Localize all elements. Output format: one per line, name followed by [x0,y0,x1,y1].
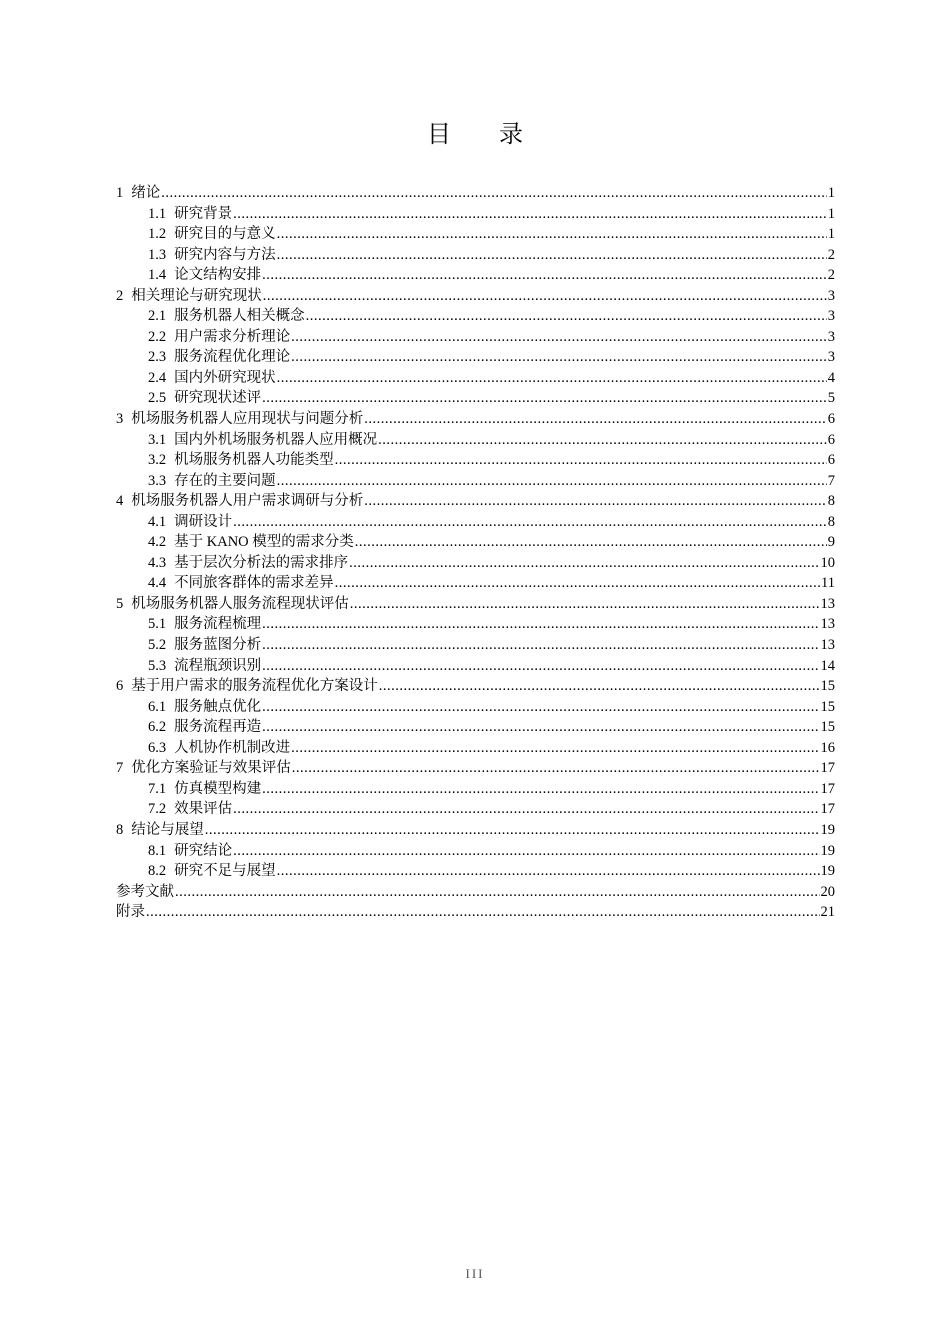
toc-dot-leader [233,841,819,862]
toc-entry-number: 2.2 [148,328,167,345]
toc-entry-number: 5.2 [148,637,167,654]
toc-entry-label: 用户需求分析理论 [174,328,291,345]
toc-dot-leader [262,388,827,409]
toc-entry-number: 1.4 [148,267,167,284]
toc-entry-page: 5 [827,390,835,407]
toc-entry-page: 3 [827,308,835,325]
toc-entry[interactable] [116,882,835,903]
page-number-footer: III [465,1266,485,1281]
toc-entry-label: 不同旅客群体的需求差异 [174,575,334,592]
toc-entry-label: 服务流程再造 [174,719,262,736]
toc-entry-label: 研究背景 [174,205,233,222]
toc-dot-leader [233,512,827,533]
toc-entry-page: 7 [827,472,835,489]
toc-entry-label: 相关理论与研究现状 [131,287,262,304]
toc-entry-page: 14 [820,657,835,674]
toc-dot-leader [205,820,820,841]
toc-dot-leader [349,553,819,574]
toc-entry-number: 2.3 [148,349,167,366]
toc-entry-number: 7.2 [148,801,167,818]
toc-dot-leader [262,656,819,677]
toc-entry-label: 附录 [116,904,145,921]
toc-dot-leader [364,491,827,512]
toc-entry-label: 机场服务机器人功能类型 [174,452,334,469]
toc-entry-number: 2 [116,287,124,304]
toc-dot-leader [277,368,827,389]
toc-entry[interactable] [116,388,835,409]
toc-entry-label: 研究内容与方法 [174,246,276,263]
toc-entry-label: 研究现状述评 [174,390,262,407]
toc-dot-leader [262,635,819,656]
toc-entry[interactable] [116,861,835,882]
toc-entry-label: 流程瓶颈识别 [174,657,262,674]
toc-dot-leader [379,676,820,697]
page-title: 目录 [427,120,571,148]
toc-entry[interactable] [116,286,835,307]
toc-entry-page: 13 [820,616,835,633]
toc-entry-number: 4 [116,493,124,510]
toc-entry-label: 效果评估 [174,801,233,818]
toc-entry-page: 20 [820,883,835,900]
toc-entry-number: 1.2 [148,226,167,243]
toc-entry-page: 17 [820,780,835,797]
toc-entry[interactable] [116,676,835,697]
toc-entry[interactable] [116,409,835,430]
toc-entry-number: 6.3 [148,739,167,756]
toc-entry-number: 8.1 [148,842,167,859]
toc-entry-label: 基于用户需求的服务流程优化方案设计 [131,678,378,695]
toc-entry[interactable] [116,820,835,841]
toc-dot-leader [335,450,827,471]
toc-entry[interactable] [116,738,835,759]
table-of-contents [116,183,835,923]
toc-entry-page: 13 [820,595,835,612]
toc-entry[interactable] [116,450,835,471]
toc-entry[interactable] [116,430,835,451]
toc-entry-number: 3.1 [148,431,167,448]
toc-entry-label: 研究目的与意义 [174,226,276,243]
toc-dot-leader [350,594,820,615]
toc-entry-number: 7.1 [148,780,167,797]
toc-entry-number: 7 [116,760,124,777]
toc-entry-number: 1.3 [148,246,167,263]
toc-entry-number: 5 [116,595,124,612]
toc-entry-number: 2.4 [148,369,167,386]
toc-dot-leader [277,471,827,492]
toc-entry[interactable] [116,265,835,286]
toc-entry[interactable] [116,471,835,492]
toc-entry-page: 10 [820,554,835,571]
toc-entry[interactable] [116,758,835,779]
toc-entry-label: 机场服务机器人应用现状与问题分析 [131,411,364,428]
toc-entry[interactable] [116,491,835,512]
toc-entry[interactable] [116,697,835,718]
toc-entry-number: 4.2 [148,534,167,551]
toc-entry[interactable] [116,245,835,266]
toc-entry-number: 6.1 [148,698,167,715]
toc-dot-leader [262,779,819,800]
toc-entry[interactable] [116,614,835,635]
toc-entry-label: 仿真模型构建 [174,780,262,797]
toc-entry[interactable] [116,347,835,368]
toc-entry-page: 19 [820,821,835,838]
toc-entry[interactable] [116,594,835,615]
toc-entry-page: 15 [820,678,835,695]
toc-dot-leader [146,902,820,923]
toc-entry-page: 21 [820,904,835,921]
toc-entry-page: 6 [827,431,835,448]
toc-entry[interactable] [116,799,835,820]
toc-entry-number: 5.1 [148,616,167,633]
toc-entry-page: 6 [827,411,835,428]
toc-entry-number: 4.4 [148,575,167,592]
toc-dot-leader [262,717,819,738]
toc-dot-leader [292,758,820,779]
toc-entry[interactable] [116,512,835,533]
toc-dot-leader [335,573,820,594]
toc-entry[interactable] [116,573,835,594]
toc-entry-label: 服务触点优化 [174,698,262,715]
toc-entry-number: 1.1 [148,205,167,222]
toc-entry-page: 17 [820,801,835,818]
toc-entry[interactable] [116,327,835,348]
toc-entry[interactable] [116,902,835,923]
toc-entry-number: 8 [116,821,124,838]
toc-entry-label: 存在的主要问题 [174,472,276,489]
toc-entry[interactable] [116,841,835,862]
toc-entry-label: 机场服务机器人用户需求调研与分析 [131,493,364,510]
toc-entry-number: 2.1 [148,308,167,325]
toc-entry-page: 15 [820,698,835,715]
toc-dot-leader [306,306,827,327]
toc-entry-page: 19 [820,842,835,859]
toc-dot-leader [378,430,827,451]
toc-entry-number: 3.2 [148,452,167,469]
toc-entry-number: 5.3 [148,657,167,674]
toc-dot-leader [277,224,827,245]
toc-entry-label: 研究结论 [174,842,233,859]
toc-dot-leader [291,347,827,368]
toc-dot-leader [262,614,819,635]
toc-entry-page: 6 [827,452,835,469]
toc-entry[interactable] [116,656,835,677]
toc-entry-label: 服务机器人相关概念 [174,308,305,325]
toc-dot-leader [291,327,827,348]
toc-entry[interactable] [116,635,835,656]
toc-entry-page: 2 [827,267,835,284]
toc-entry-label: 基于层次分析法的需求排序 [174,554,349,571]
toc-entry-page: 9 [827,534,835,551]
toc-entry-page: 3 [827,349,835,366]
toc-entry-page: 8 [827,513,835,530]
toc-dot-leader [263,286,827,307]
toc-entry-number: 6.2 [148,719,167,736]
toc-entry-number: 3 [116,411,124,428]
toc-entry-page: 11 [821,575,835,592]
toc-entry-label: 调研设计 [174,513,233,530]
toc-entry-number: 4.1 [148,513,167,530]
toc-entry-number: 2.5 [148,390,167,407]
toc-entry-number: 3.3 [148,472,167,489]
toc-entry-page: 17 [820,760,835,777]
toc-dot-leader [277,245,827,266]
toc-entry[interactable] [116,553,835,574]
toc-entry-page: 16 [820,739,835,756]
toc-dot-leader [262,697,819,718]
toc-dot-leader [161,183,827,204]
toc-entry-label: 机场服务机器人服务流程现状评估 [131,595,349,612]
toc-entry[interactable] [116,779,835,800]
toc-entry-label: 国内外机场服务机器人应用概况 [174,431,378,448]
toc-entry[interactable] [116,532,835,553]
toc-dot-leader [277,861,820,882]
toc-entry-page: 2 [827,246,835,263]
toc-entry[interactable] [116,717,835,738]
toc-dot-leader [364,409,827,430]
toc-dot-leader [262,265,827,286]
toc-entry-label: 绪论 [131,185,161,201]
toc-entry-label: 人机协作机制改进 [174,739,291,756]
toc-entry-page: 1 [827,185,835,201]
toc-entry-page: 4 [827,369,835,386]
toc-dot-leader [175,882,820,903]
toc-entry-page: 8 [827,493,835,510]
toc-entry-label: 论文结构安排 [174,267,262,284]
toc-entry[interactable] [116,224,835,245]
toc-entry[interactable] [116,306,835,327]
toc-entry[interactable] [116,204,835,225]
toc-entry-page: 3 [827,287,835,304]
toc-entry-label: 服务蓝图分析 [174,637,262,654]
toc-entry-label: 优化方案验证与效果评估 [131,760,291,777]
toc-entry-label: 参考文献 [116,883,174,900]
toc-entry-label: 服务流程梳理 [174,616,262,633]
toc-entry-label: 服务流程优化理论 [174,349,291,366]
toc-entry-page: 3 [827,328,835,345]
toc-dot-leader [233,204,827,225]
toc-dot-leader [355,532,827,553]
toc-entry-number: 8.2 [148,863,167,880]
toc-entry[interactable] [116,368,835,389]
toc-entry-label: 研究不足与展望 [174,863,276,880]
toc-entry-number: 6 [116,678,124,695]
toc-entry-label: 结论与展望 [131,821,204,838]
toc-entry-number: 4.3 [148,554,167,571]
toc-entry[interactable] [116,183,835,204]
toc-dot-leader [291,738,819,759]
toc-entry-page: 1 [827,205,835,222]
toc-dot-leader [233,799,819,820]
toc-entry-number: 1 [116,185,124,201]
toc-entry-page: 15 [820,719,835,736]
toc-entry-page: 13 [820,637,835,654]
toc-entry-label: 国内外研究现状 [174,369,276,386]
toc-entry-page: 19 [820,863,835,880]
toc-entry-label: 基于 KANO 模型的需求分类 [174,534,354,551]
toc-entry-page: 1 [827,226,835,243]
